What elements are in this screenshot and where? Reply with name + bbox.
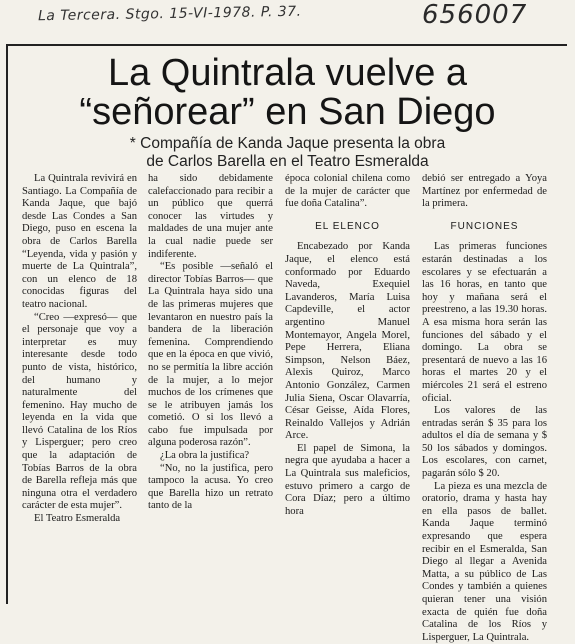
article-column-2 <box>148 173 273 513</box>
paragraph: ¿La obra la justifica? <box>160 450 250 462</box>
paragraph: Las primeras funciones estarán destinadas a los escolares y se efectuarán a las 16 horas, en tanto que hoy y mañana será el preestreno, a las 19.30 horas. A esa misma hora serán las funciones del sábado y el domingo. La obra se presentará de nuevo a las 16 horas el martes 20 y el miércoles 21 será el estreno oficial. <box>422 241 547 404</box>
paragraph: “No, no la justifica, pero tampoco la acusa. Yo creo que Barella hizo un retrato tanto de la <box>148 462 273 512</box>
headline-line-1: La Quintrala vuelve a <box>107 52 468 94</box>
paragraph: Encabezado por Kanda Jaque, el elenco está conformado por Eduardo Naveda, Exequiel Lavanderos, María Luisa Capdeville, el actor argentino Manuel Montemayor, Angela Morel, Pepe Herrera, Eliana Simpson, Nelson Báez, Alexis Quiroz, Marco Antonio González, Carmen Julia Siena, Oscar Olavarría, César Geisse, Aída Flores, Reinaldo Vallejos y Adrián Arce. <box>285 241 410 442</box>
paragraph: El papel de Simona, la negra que ayudaba a hacer a La Quintrala sus maleficios, estuvo primero a cargo de Cora Díaz; pero a último hora <box>285 442 410 517</box>
article-column-4 <box>422 173 547 644</box>
handwritten-source-note: La Tercera. Stgo. 15-VI-1978. P. 37. <box>37 3 302 25</box>
paragraph: “Creo —expresó— que el personaje que voy a interpretar es muy interesante desde todo punto de vista, histórico, del humano y naturalmente del femenino. Hay mucho de leyenda en la vida que llevó Catalina de los Ríos y Lisperguer; pero creo que la adaptación de Tobías Barros de la obra de Barella refleja más que ninguna otra el verdadero carácter de esta mujer”. <box>22 311 137 512</box>
section-heading-elenco: EL ELENCO <box>315 220 380 232</box>
section-heading-funciones: FUNCIONES <box>450 220 519 232</box>
paragraph: “Es posible —señaló el director Tobías Barros— que La Quintrala haya sido una de las primeras mujeres que levantaron en nuestro país la bandera de la liberación femenina. Comprendiendo que en la época en que vivió, no se permitía la libre acción de la mujer, a lo mejor muchos de los crímenes que se le atribuyen jamás los cometió. O si los llevó a cabo fue impulsada por alguna poderosa razón”. <box>148 261 273 449</box>
subheadline-line-1: * Compañía de Kanda Jaque presenta la obra <box>129 135 446 152</box>
paragraph: debió ser entregado a Yoya Martínez por enfermedad de la primera. <box>422 173 547 210</box>
paragraph: ha sido debidamente calefaccionado para recibir a un público que querrá conocer las virtudes y maldades de una mujer ante la cual nadie puede ser indiferente. <box>148 173 273 260</box>
paragraph: Los valores de las entradas serán $ 35 para los adultos el día de semana y $ 50 los sábados y domingos. Los escolares, con carnet, pagarán sólo $ 20. <box>422 405 547 480</box>
paragraph: La Quintrala revivirá en Santiago. La Compañía de Kanda Jaque, que bajó desde Las Condes a San Diego, puso en escena la obra de Carlos Barella “Leyenda, vida y pasión y muerte de La Quintrala”, con un elenco de 18 conocidas figuras del teatro nacional. <box>22 173 137 310</box>
headline-line-2: “señorear” en San Diego <box>79 91 496 133</box>
handwritten-archive-number: 656007 <box>422 0 528 30</box>
paragraph: La pieza es una mezcla de oratorio, drama y hasta hay en ella pasos de ballet. Kanda Jaque terminó expresando que espera recibir en el Esmeralda, San Diego al llegar a Avenida Matta, a su público de Las Condes y también a quienes quieran tener una visión exacta de quién fue doña Catalina de los Ríos y Lisperguer, La Quintrala. <box>422 480 547 643</box>
subheadline-line-2: de Carlos Barella en el Teatro Esmeralda <box>146 153 429 170</box>
paragraph: época colonial chilena como de la mujer de carácter que fue doña Catalina”. <box>285 173 410 210</box>
article-column-1 <box>22 173 137 526</box>
article-column-3 <box>285 173 410 518</box>
paragraph: El Teatro Esmeralda <box>34 513 121 525</box>
